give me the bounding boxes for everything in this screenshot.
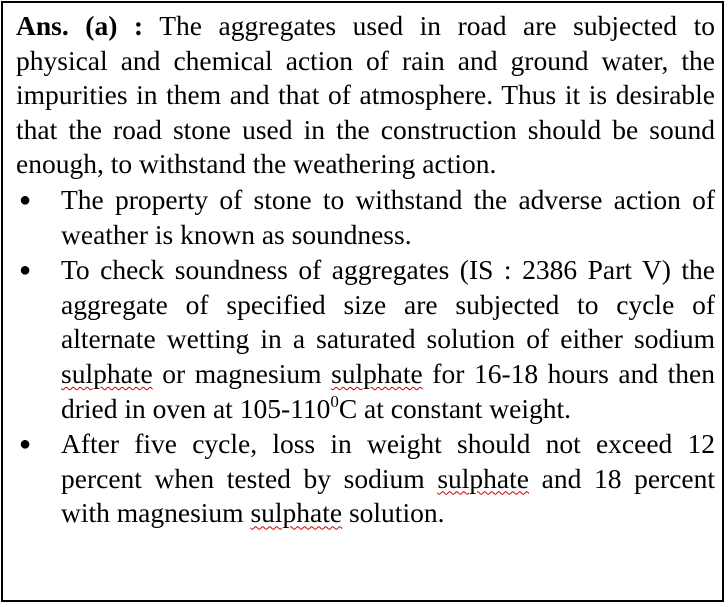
answer-box	[1, 1, 724, 602]
bullet-text: After five cycle, loss in weight should not exceed 12 percent when tested by sodium	[61, 428, 715, 494]
bullet-text: To check soundness of aggregates (IS : 2386 Part V) the aggregate of specified size are subjected to cycle of alternate wetting in a saturated solution of either sodium	[61, 254, 715, 355]
list-item	[16, 253, 715, 426]
list-item	[16, 427, 715, 531]
bullet-icon: ●	[19, 188, 32, 211]
spellcheck-word[interactable]: sulphate	[331, 357, 423, 389]
intro-text: The aggregates used in road are subjected to physical and chemical action of rain and ground water, the impurities in them and that of atmosphere. Thus it is desirable that the road stone used in the construction should be sound enough, to withstand the weathering action.	[16, 10, 715, 180]
bullet-text: or magnesium	[152, 357, 332, 389]
bullet-text: C at constant weight.	[338, 392, 572, 424]
answer-label: Ans. (a) :	[16, 10, 144, 41]
bullet-text: for 16-18 hours and then dried in oven at 105-110	[61, 357, 715, 424]
intro-paragraph	[16, 9, 715, 182]
list-item	[16, 183, 715, 252]
bullet-text: and 18 percent with magnesium	[61, 462, 716, 529]
spellcheck-word[interactable]: sulphate	[437, 462, 529, 494]
bullet-icon: ●	[19, 259, 32, 282]
spellcheck-word[interactable]: sulphate	[61, 357, 153, 389]
bullet-icon: ●	[19, 433, 32, 456]
bullet-text: The property of stone to withstand the adverse action of weather is known as soundness.	[61, 183, 715, 250]
degree-superscript: 0	[330, 391, 339, 411]
spellcheck-word[interactable]: sulphate	[250, 497, 343, 529]
bullet-list	[16, 183, 715, 531]
bullet-text: solution.	[342, 497, 445, 529]
